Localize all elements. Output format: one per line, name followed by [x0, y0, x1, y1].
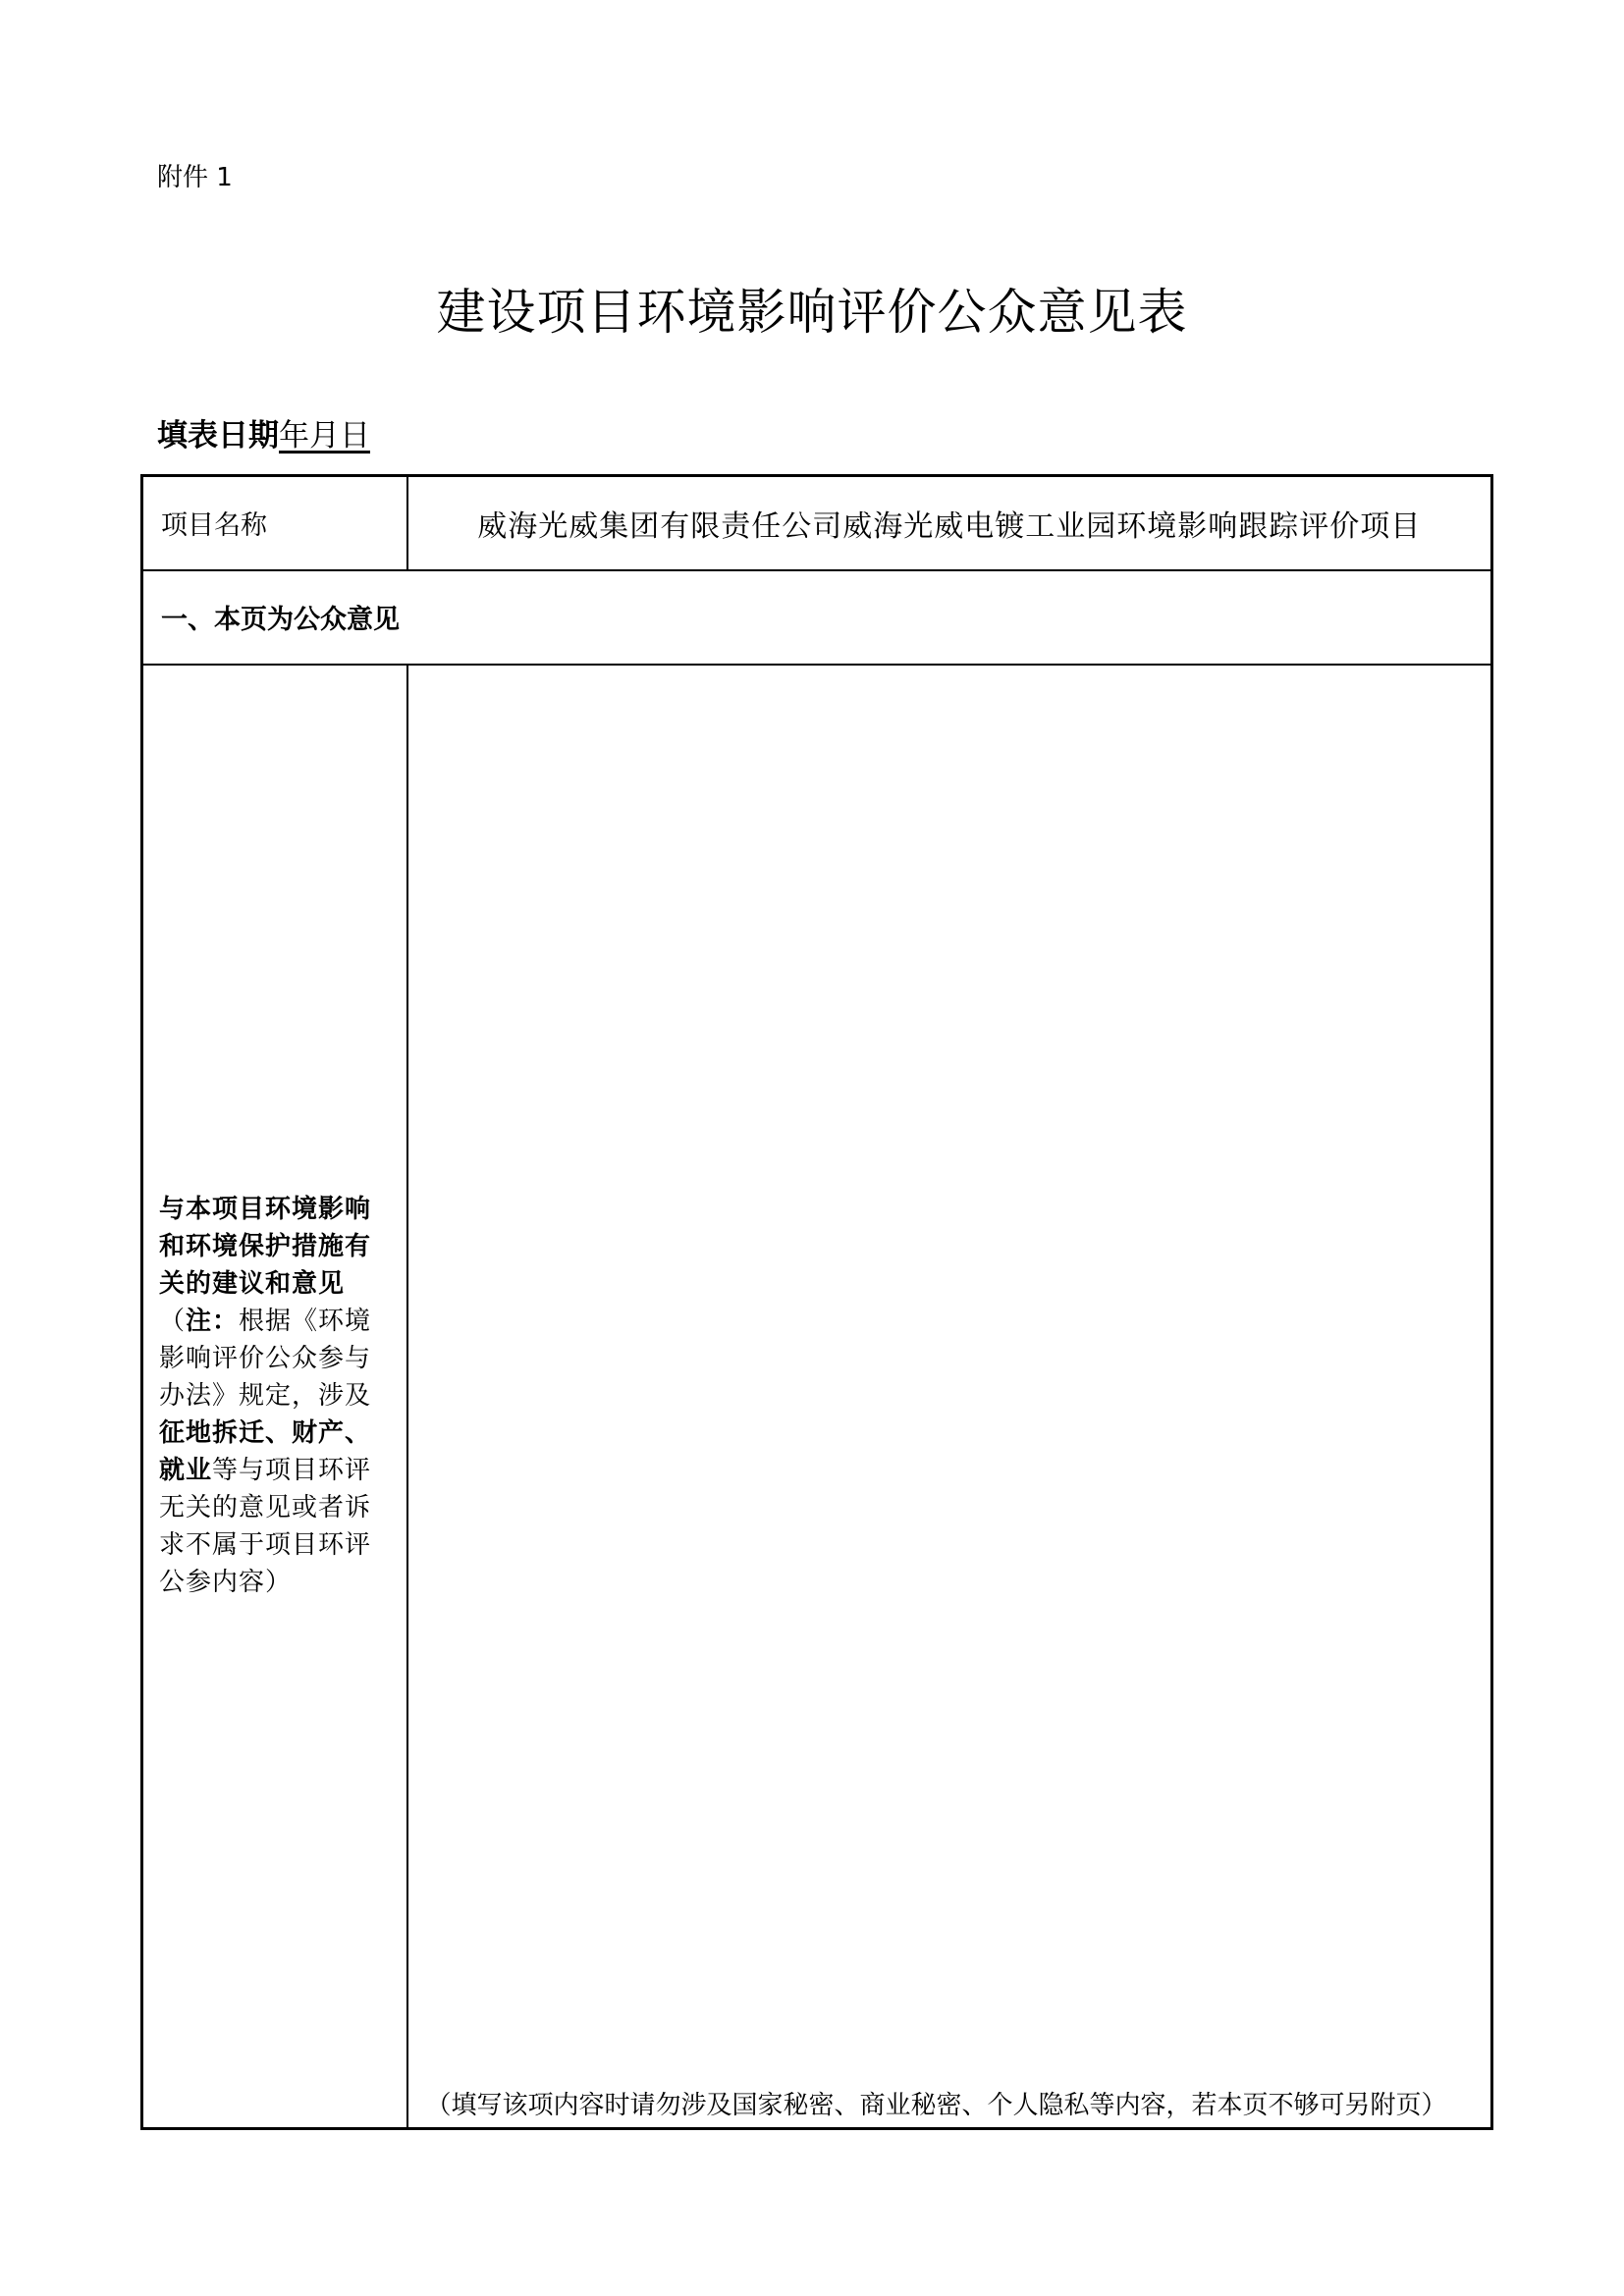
opinion-note-text-2: 等与项目环评无关的意见或者诉求不属于项目环评公参内容）: [159, 1456, 372, 1598]
opinion-label: [142, 665, 407, 2129]
attachment-label: 附件 1: [157, 163, 233, 192]
opinion-label-title: 与本项目环境影响和环境保护措施有关的建议和意见: [159, 1195, 372, 1300]
section-heading-row: [142, 570, 1492, 665]
opinion-form-table: [140, 474, 1493, 2130]
fill-date-line: [157, 410, 370, 454]
page-title: 建设项目环境影响评价公众意见表: [436, 284, 1188, 341]
opinion-note-open: （: [159, 1307, 187, 1337]
opinion-input-area[interactable]: [407, 665, 1492, 2129]
section-heading: 一、本页为公众意见: [142, 570, 1492, 665]
project-name-row: [142, 476, 1492, 570]
opinion-privacy-note: （填写该项内容时请勿涉及国家秘密、商业秘密、个人隐私等内容，若本页不够可另附页）: [425, 2091, 1447, 2120]
opinion-note-prefix: 注：: [186, 1307, 240, 1337]
opinion-note-text-1: 根据《环境影响评价公众参与办法》规定，涉及: [159, 1307, 372, 1412]
project-name-label: 项目名称: [142, 476, 407, 570]
opinion-row: [142, 665, 1492, 2129]
fill-date-fields[interactable]: 年月日: [279, 418, 370, 454]
project-name-value: 威海光威集团有限责任公司威海光威电镀工业园环境影响跟踪评价项目: [407, 476, 1492, 570]
opinion-note-emphasis: 征地拆迁、财产、就业: [159, 1418, 372, 1486]
fill-date-label: 填表日期: [157, 418, 279, 454]
